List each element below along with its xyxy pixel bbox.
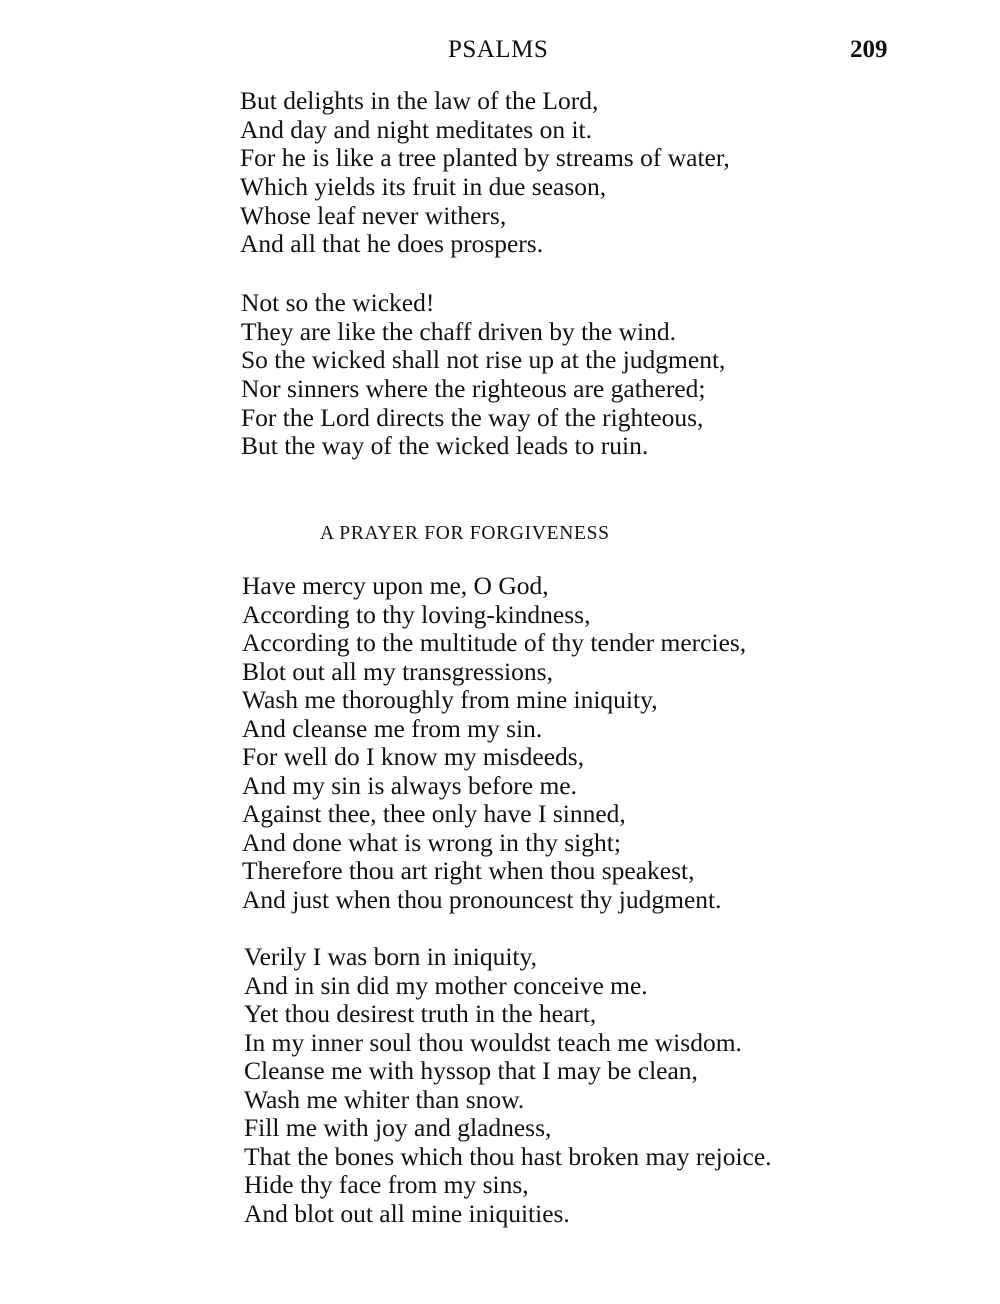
poem-line: Which yields its fruit in due season, <box>240 172 607 202</box>
poem-line: Cleanse me with hyssop that I may be clean, <box>244 1056 698 1085</box>
running-head <box>0 36 1000 66</box>
poem-line: And all that he does prospers. <box>240 229 544 259</box>
poem-line: According to the multitude of thy tender mercies, <box>242 628 747 657</box>
poem-line: For the Lord directs the way of the righteous, <box>241 402 704 432</box>
poem-stanza-1 <box>240 87 730 259</box>
poem-line: In my inner soul thou wouldst teach me wisdom. <box>244 1027 742 1057</box>
poem-line: Wash me thoroughly from mine iniquity, <box>242 685 658 714</box>
poem-line: For well do I know my misdeeds, <box>242 742 585 771</box>
poem-line: That the bones which thou hast broken may rejoice. <box>244 1141 772 1171</box>
poem-line: Nor sinners where the righteous are gathered; <box>241 374 706 404</box>
poem-stanza-3 <box>242 572 746 914</box>
poem-line: And just when thou pronouncest thy judgment. <box>242 884 722 914</box>
poem-line: They are like the chaff driven by the wind. <box>241 316 676 346</box>
poem-line: Against thee, thee only have I sinned, <box>242 799 626 828</box>
poem-line: But the way of the wicked leads to ruin. <box>241 431 649 461</box>
poem-line: And cleanse me from my sin. <box>242 713 543 743</box>
poem-line: Therefore thou art right when thou speakest, <box>242 856 695 885</box>
poem-line: Have mercy upon me, O God, <box>242 571 549 600</box>
section-heading: A PRAYER FOR FORGIVENESS <box>320 523 610 544</box>
poem-line: And my sin is always before me. <box>242 770 577 800</box>
poem-line: But delights in the law of the Lord, <box>240 86 599 115</box>
poem-line: Hide thy face from my sins, <box>244 1170 529 1199</box>
poem-stanza-2 <box>241 289 725 461</box>
poem-line: Yet thou desirest truth in the heart, <box>244 999 597 1028</box>
page-number: 209 <box>850 36 888 63</box>
poem-line: And blot out all mine iniquities. <box>244 1198 570 1228</box>
poem-line: So the wicked shall not rise up at the judgment, <box>241 345 726 375</box>
poem-line: Verily I was born in iniquity, <box>244 942 537 971</box>
poem-line: And day and night meditates on it. <box>240 114 592 144</box>
poem-line: For he is like a tree planted by streams of water, <box>240 143 730 173</box>
poem-line: Not so the wicked! <box>241 288 435 317</box>
running-title: PSALMS <box>448 36 549 63</box>
poem-stanza-4 <box>244 943 772 1228</box>
poem-line: And in sin did my mother conceive me. <box>244 970 648 1000</box>
poem-line: Wash me whiter than snow. <box>244 1084 525 1114</box>
poem-line: According to thy loving-kindness, <box>242 599 591 629</box>
poem-line: And done what is wrong in thy sight; <box>242 827 621 857</box>
poem-line: Whose leaf never withers, <box>240 200 507 230</box>
poem-line: Blot out all my transgressions, <box>242 656 553 686</box>
poem-line: Fill me with joy and gladness, <box>244 1113 552 1142</box>
